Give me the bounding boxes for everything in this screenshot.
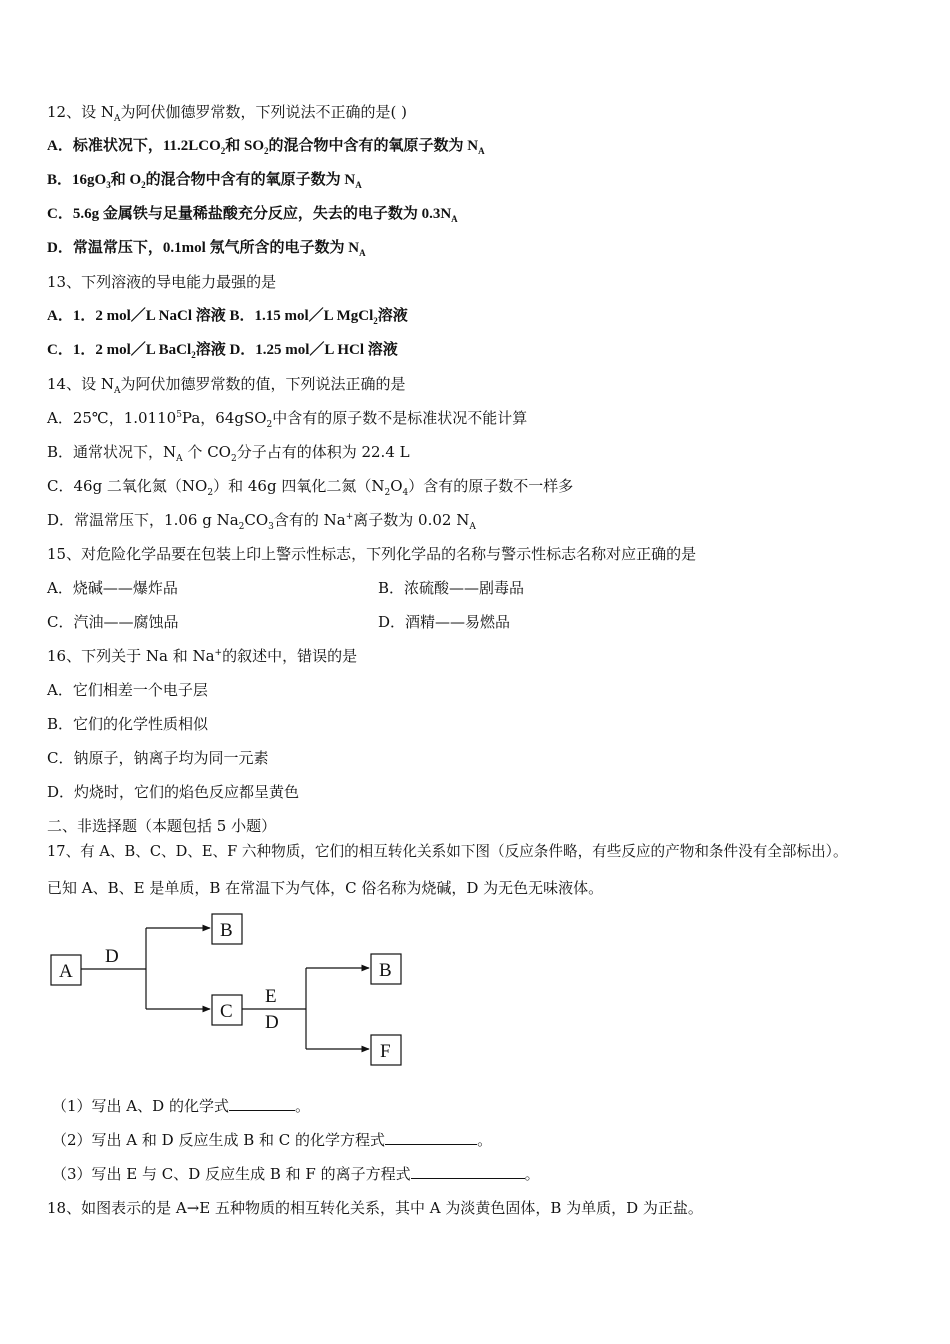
q15-option-d: D．酒精——易燃品 [378, 613, 511, 631]
q16-option-d: D．灼烧时，它们的焰色反应都呈黄色 [47, 783, 300, 801]
label-b-top: B [220, 920, 233, 941]
q14-stem: 14、设 $N_A$为阿伏加德罗常数的值，下列说法正确的是 [47, 375, 406, 396]
q12-option-a: A．标准状况下，$11.2LCO_2$和 $SO_2$的混合物中含有的氧原子数为 $N_A$ [47, 138, 485, 156]
q17-part1: （1）写出 A、D 的化学式 。 [52, 1097, 310, 1115]
q17-info: 已知 A、B、E 是单质，B 在常温下为气体，C 俗名称为烧碱，D 为无色无味液体。 [47, 879, 604, 897]
label-f: F [380, 1041, 391, 1062]
q16-option-b: B．它们的化学性质相似 [47, 715, 209, 733]
label-reagent-d2: D [265, 1012, 279, 1033]
q12-option-c: C．5.6g 金属铁与足量稀盐酸充分反应，失去的电子数为 $0.3N_A$ [47, 206, 458, 224]
label-c: C [220, 1001, 233, 1022]
q14-option-d: D．常温常压下，1.06 g $Na_2CO_3$含有的 Na+离子数为 0.02 $N_A$ [47, 511, 476, 532]
q12-option-b: B．$16gO_3$和 $O_2$的混合物中含有的氧原子数为 $N_A$ [47, 172, 362, 190]
q15-stem: 15、对危险化学品要在包装上印上警示性标志，下列化学品的名称与警示性标志名称对应正确的是 [47, 545, 697, 563]
q17-part2: （2）写出 A 和 D 反应生成 B 和 C 的化学方程式 。 [52, 1131, 493, 1149]
label-reagent-e: E [265, 986, 277, 1007]
q15-option-c: C．汽油——腐蚀品 [47, 613, 179, 631]
q15-option-b: B．浓硫酸——剧毒品 [378, 579, 525, 597]
q14-option-b: B．通常状况下，$N_A$ 个 $CO_2$分子占有的体积为 22.4 L [47, 443, 410, 464]
q18-stem: 18、如图表示的是 A→E 五种物质的相互转化关系，其中 A 为淡黄色固体，B 为单质，D 为正盐。 [47, 1199, 703, 1217]
q16-stem: 16、下列关于 Na 和 Na+的叙述中，错误的是 [47, 647, 358, 665]
q16-option-a: A．它们相差一个电子层 [47, 681, 208, 699]
answer-blank-3[interactable] [411, 1164, 525, 1179]
q15-option-a: A．烧碱——爆炸品 [47, 579, 178, 597]
q12-option-d: D．常温常压下，0.1mol 氖气所含的电子数为 $N_A$ [47, 240, 366, 258]
answer-blank-2[interactable] [385, 1130, 477, 1145]
label-a: A [59, 961, 73, 982]
answer-blank-1[interactable] [229, 1096, 295, 1111]
reaction-diagram [40, 900, 420, 1070]
q13-options-cd: C．1．2 mol／L BaCl$_2$溶液 D．1.25 mol／L HCl 溶液 [47, 342, 398, 360]
q14-option-c: C．46g 二氧化氮$(NO_2)$和 46g 四氧化二氮$(N_2O_4)$含有的原子数不一样多 [47, 477, 574, 498]
section-heading: 二、非选择题（本题包括 5 小题） [47, 817, 277, 835]
q17-part3: （3）写出 E 与 C、D 反应生成 B 和 F 的离子方程式 。 [52, 1165, 540, 1183]
q13-stem: 13、下列溶液的导电能力最强的是 [47, 273, 277, 291]
label-reagent-d1: D [105, 946, 119, 967]
q13-options-ab: A．1．2 mol／L NaCl 溶液 B．1.15 mol／L MgCl$_2$溶液 [47, 308, 408, 326]
q12-stem: 12、设 $N_A$为阿伏伽德罗常数，下列说法不正确的是( ) [47, 103, 407, 124]
q17-stem: 17、有 A、B、C、D、E、F 六种物质，它们的相互转化关系如下图（反应条件略，有些反应的产物和条件没有全部标出）。 [47, 843, 848, 860]
q16-option-c: C．钠原子，钠离子均为同一元素 [47, 749, 269, 767]
label-b-right: B [379, 960, 392, 981]
q14-option-a: A．25℃，1.0110$^5$Pa，64gSO$_2$中含有的原子数不是标准状况不能计算 [47, 409, 528, 430]
